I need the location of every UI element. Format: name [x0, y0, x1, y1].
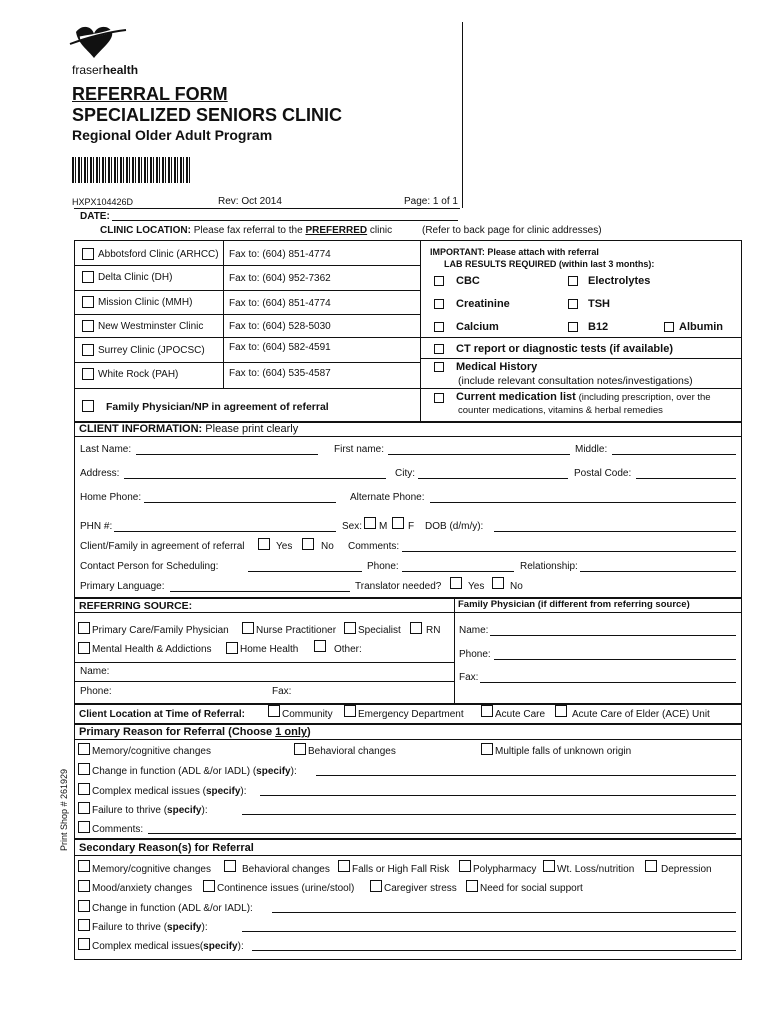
- form-subtitle: SPECIALIZED SENIORS CLINIC: [72, 105, 343, 125]
- medical-history-label: Medical History: [456, 361, 538, 373]
- secondary-thrive-label-c: ):: [201, 922, 208, 933]
- referring-divider: [454, 598, 455, 704]
- primary-reason-heading-c: ): [307, 726, 311, 738]
- secondary-memory-label: Memory/cognitive changes: [92, 864, 211, 875]
- postal-code-field[interactable]: [636, 478, 736, 479]
- translator-no-label: No: [510, 581, 523, 592]
- postal-code-label: Postal Code:: [574, 468, 632, 479]
- clinic-heading-tail: clinic: [369, 225, 393, 236]
- primary-reason-heading-b: 1 only: [275, 726, 308, 738]
- secondary-thrive-label: [92, 922, 208, 934]
- clinic-row-rule: [74, 314, 420, 315]
- referring-rule: [74, 662, 454, 663]
- primary-memory-label: Memory/cognitive changes: [92, 746, 211, 757]
- primary-reason-heading: [79, 726, 311, 738]
- fraser-health-logo: [68, 22, 139, 82]
- primary-function-label-a: Change in function (ADL &/or IADL) (: [92, 766, 257, 777]
- primary-reason-heading-a: Primary Reason for Referral (Choose: [79, 726, 273, 738]
- lab-rule: [420, 388, 742, 389]
- primary-behavioral-label: Behavioral changes: [308, 746, 396, 757]
- medication-list-note-b: counter medications, vitamins & herbal remedies: [458, 405, 663, 416]
- lab-tsh-label: TSH: [588, 298, 610, 310]
- primary-language-label: Primary Language:: [80, 581, 165, 592]
- lab-cbc-label: CBC: [456, 275, 480, 287]
- primary-function-field[interactable]: [316, 775, 736, 776]
- secondary-continence-label: Continence issues (urine/stool): [217, 883, 355, 894]
- home-phone-field[interactable]: [144, 502, 336, 503]
- sex-f-checkbox[interactable]: [392, 517, 404, 529]
- secondary-complex-checkbox[interactable]: [78, 938, 90, 950]
- clinic-fax: Fax to: (604) 535-4587: [229, 368, 331, 379]
- clinic-heading-text: Please fax referral to the: [193, 225, 303, 236]
- clinic-lab-divider: [420, 240, 421, 422]
- primary-complex-label-c: ):: [240, 786, 247, 797]
- secondary-mood-label: Mood/anxiety changes: [92, 883, 193, 894]
- primary-falls-label: Multiple falls of unknown origin: [495, 746, 632, 757]
- logo-text-a: fraser: [72, 63, 103, 77]
- sex-m-label: M: [379, 521, 388, 532]
- secondary-caregiver-checkbox[interactable]: [370, 880, 382, 892]
- phn-label: PHN #:: [80, 521, 113, 532]
- secondary-function-checkbox[interactable]: [78, 900, 90, 912]
- agreement-yes-checkbox[interactable]: [258, 538, 270, 550]
- referrer-fax-label: Fax:: [272, 686, 292, 697]
- alternate-phone-field[interactable]: [430, 502, 736, 503]
- date-label: DATE:: [80, 211, 110, 222]
- primary-behavioral-checkbox[interactable]: [294, 743, 306, 755]
- primary-complex-label: [92, 786, 247, 798]
- lab-rule: [420, 337, 742, 338]
- translator-yes-checkbox[interactable]: [450, 577, 462, 589]
- primary-thrive-checkbox[interactable]: [78, 802, 90, 814]
- clinic-mission-checkbox[interactable]: [82, 296, 94, 308]
- middle-name-field[interactable]: [612, 454, 736, 455]
- last-name-label: Last Name:: [80, 444, 132, 455]
- translator-label: Translator needed?: [355, 581, 442, 592]
- location-community-label: Community: [282, 709, 333, 720]
- secondary-thrive-label-b: specify: [167, 922, 202, 933]
- clinic-fax: Fax to: (604) 582-4591: [229, 342, 331, 353]
- clinic-row-rule: [74, 265, 420, 266]
- location-community-checkbox[interactable]: [268, 705, 280, 717]
- primary-care-label: Primary Care/Family Physician: [92, 625, 229, 636]
- fp-name-field[interactable]: [490, 635, 736, 636]
- fp-fax-field[interactable]: [480, 682, 736, 683]
- secondary-function-label: Change in function (ADL &/or IADL):: [92, 903, 253, 914]
- nurse-practitioner-checkbox[interactable]: [242, 622, 254, 634]
- secondary-depression-checkbox[interactable]: [645, 860, 657, 872]
- location-emergency-checkbox[interactable]: [344, 705, 356, 717]
- ct-report-label: CT report or diagnostic tests (if available): [456, 343, 673, 355]
- medical-history-note: (include relevant consultation notes/investigations): [458, 375, 693, 387]
- secondary-complex-label-a: Complex medical issues(: [92, 941, 204, 952]
- clinic-abbotsford-checkbox[interactable]: [82, 248, 94, 260]
- home-health-label: Home Health: [240, 644, 299, 655]
- client-info-heading-bold: CLIENT INFORMATION:: [79, 423, 203, 435]
- fp-name-label: Name:: [459, 625, 489, 636]
- primary-reason-box: [74, 724, 742, 839]
- rn-label: RN: [426, 625, 441, 636]
- rn-checkbox[interactable]: [410, 622, 422, 634]
- clinic-newwest-checkbox[interactable]: [82, 320, 94, 332]
- secondary-behavioral-label: Behavioral changes: [242, 864, 330, 875]
- medication-list-note-a: (including prescription, over the: [578, 392, 711, 403]
- primary-care-checkbox[interactable]: [78, 622, 90, 634]
- location-ace-label: Acute Care of Elder (ACE) Unit: [572, 709, 710, 720]
- first-name-label: First name:: [334, 444, 385, 455]
- ct-report-checkbox[interactable]: [434, 344, 444, 354]
- primary-function-label: [92, 766, 297, 778]
- primary-complex-label-a: Complex medical issues (: [92, 786, 206, 797]
- primary-function-label-b: specify: [256, 766, 291, 777]
- family-physician-agreement-checkbox[interactable]: [82, 400, 94, 412]
- secondary-weight-checkbox[interactable]: [543, 860, 555, 872]
- clinic-row-rule: [74, 290, 420, 291]
- date-rule: [74, 208, 460, 209]
- primary-function-label-c: ):: [290, 766, 297, 777]
- revision: Rev: Oct 2014: [218, 196, 282, 207]
- primary-thrive-label-a: Failure to thrive (: [92, 805, 168, 816]
- location-acute-label: Acute Care: [495, 709, 546, 720]
- clinic-row-rule: [74, 337, 420, 338]
- clinic-whiterock-checkbox[interactable]: [82, 368, 94, 380]
- clinic-fax: Fax to: (604) 851-4774: [229, 249, 331, 260]
- contact-person-field[interactable]: [248, 571, 362, 572]
- primary-comments-checkbox[interactable]: [78, 821, 90, 833]
- secondary-reason-heading: Secondary Reason(s) for Referral: [79, 842, 254, 854]
- secondary-social-label: Need for social support: [480, 883, 583, 894]
- clinic-heading-preferred: PREFERRED: [305, 225, 368, 236]
- medication-list: [456, 391, 711, 404]
- secondary-polypharmacy-label: Polypharmacy: [473, 864, 537, 875]
- clinic-heading-bold: CLINIC LOCATION:: [100, 225, 191, 236]
- secondary-thrive-label-a: Failure to thrive (: [92, 922, 168, 933]
- lab-albumin-checkbox[interactable]: [664, 322, 674, 332]
- lab-calcium-label: Calcium: [456, 321, 499, 333]
- client-location-label: Client Location at Time of Referral:: [79, 709, 245, 720]
- referrer-phone-label: Phone:: [80, 686, 112, 697]
- first-name-field[interactable]: [388, 454, 570, 455]
- date-field[interactable]: [112, 220, 458, 221]
- other-source-label: Other:: [334, 644, 362, 655]
- primary-complex-label-b: specify: [205, 786, 241, 797]
- secondary-depression-label: Depression: [661, 864, 712, 875]
- lab-creatinine-label: Creatinine: [456, 298, 510, 310]
- primary-complex-field[interactable]: [260, 795, 736, 796]
- dob-field[interactable]: [494, 531, 736, 532]
- labs-important: IMPORTANT: Please attach with referral: [430, 247, 599, 257]
- referring-rule: [74, 681, 454, 682]
- clinic-row-rule: [74, 388, 420, 389]
- header-divider: [462, 22, 463, 208]
- referring-heading-rule: [74, 612, 454, 613]
- contact-phone-label: Phone:: [367, 561, 399, 572]
- specialist-checkbox[interactable]: [344, 622, 356, 634]
- location-acute-checkbox[interactable]: [481, 705, 493, 717]
- secondary-falls-checkbox[interactable]: [338, 860, 350, 872]
- address-label: Address:: [80, 468, 120, 479]
- agreement-no-label: No: [321, 541, 334, 552]
- primary-memory-checkbox[interactable]: [78, 743, 90, 755]
- clinic-name: New Westminster Clinic: [98, 321, 204, 332]
- secondary-function-field[interactable]: [272, 912, 736, 913]
- lab-b12-label: B12: [588, 321, 609, 333]
- client-heading-rule: [74, 436, 742, 437]
- referring-source-heading: REFERRING SOURCE:: [79, 600, 193, 612]
- medication-list-checkbox[interactable]: [434, 393, 444, 403]
- clinic-name: Mission Clinic (MMH): [98, 297, 193, 308]
- secondary-polypharmacy-checkbox[interactable]: [459, 860, 471, 872]
- primary-comments-field[interactable]: [148, 833, 736, 834]
- relationship-label: Relationship:: [520, 561, 578, 572]
- labs-required: LAB RESULTS REQUIRED (within last 3 months):: [444, 259, 655, 269]
- middle-name-label: Middle:: [575, 444, 608, 455]
- phn-field[interactable]: [114, 531, 336, 532]
- clinic-name: Delta Clinic (DH): [98, 272, 173, 283]
- primary-language-field[interactable]: [170, 591, 350, 592]
- lab-tsh-checkbox[interactable]: [568, 299, 578, 309]
- program-name: Regional Older Adult Program: [72, 127, 273, 143]
- family-physician-agreement-label: Family Physician/NP in agreement of referral: [106, 401, 329, 413]
- page-number: Page: 1 of 1: [404, 196, 458, 207]
- secondary-weight-label: Wt. Loss/nutrition: [557, 864, 635, 875]
- clinic-fax: Fax to: (604) 528-5030: [229, 321, 331, 332]
- medication-list-label: Current medication list: [456, 391, 576, 403]
- contact-person-label: Contact Person for Scheduling:: [80, 561, 219, 572]
- fp-fax-label: Fax:: [459, 672, 479, 683]
- home-health-checkbox[interactable]: [226, 642, 238, 654]
- print-shop-number: Print Shop # 261929: [59, 768, 69, 851]
- sex-label: Sex:: [342, 521, 363, 532]
- fp-heading-rule: [454, 612, 742, 613]
- contact-phone-field[interactable]: [402, 571, 514, 572]
- clinic-delta-checkbox[interactable]: [82, 271, 94, 283]
- city-field[interactable]: [418, 478, 568, 479]
- primary-thrive-label: [92, 805, 208, 817]
- medical-history-checkbox[interactable]: [434, 362, 444, 372]
- relationship-field[interactable]: [580, 571, 736, 572]
- agreement-no-checkbox[interactable]: [302, 538, 314, 550]
- home-phone-label: Home Phone:: [80, 492, 142, 503]
- clinic-fax: Fax to: (604) 952-7362: [229, 273, 331, 284]
- lab-creatinine-checkbox[interactable]: [434, 299, 444, 309]
- lab-calcium-checkbox[interactable]: [434, 322, 444, 332]
- barcode: [72, 157, 192, 183]
- mental-health-checkbox[interactable]: [78, 642, 90, 654]
- fp-phone-label: Phone:: [459, 649, 491, 660]
- nurse-practitioner-label: Nurse Practitioner: [256, 625, 337, 636]
- secondary-memory-checkbox[interactable]: [78, 860, 90, 872]
- client-comments-label: Comments:: [348, 541, 400, 552]
- logo-text: [72, 64, 138, 76]
- fp-phone-field[interactable]: [494, 659, 736, 660]
- referrer-name-label: Name:: [80, 666, 110, 677]
- lab-b12-checkbox[interactable]: [568, 322, 578, 332]
- location-emergency-label: Emergency Department: [358, 709, 464, 720]
- clinic-name: Surrey Clinic (JPOCSC): [98, 345, 205, 356]
- city-label: City:: [395, 468, 415, 479]
- sex-m-checkbox[interactable]: [364, 517, 376, 529]
- clinic-row-rule: [74, 362, 420, 363]
- agreement-yes-label: Yes: [276, 541, 293, 552]
- agreement-label: Client/Family in agreement of referral: [80, 541, 245, 552]
- client-comments-field[interactable]: [402, 551, 736, 552]
- clinic-fax: Fax to: (604) 851-4774: [229, 298, 331, 309]
- sex-f-label: F: [408, 521, 415, 532]
- primary-thrive-label-c: ):: [201, 805, 208, 816]
- secondary-behavioral-checkbox[interactable]: [224, 860, 236, 872]
- primary-comments-label: Comments:: [92, 824, 144, 835]
- clinic-name: Abbotsford Clinic (ARHCC): [98, 249, 219, 260]
- alternate-phone-label: Alternate Phone:: [350, 492, 425, 503]
- logo-text-b: health: [102, 63, 139, 77]
- form-title: REFERRAL FORM: [72, 84, 228, 104]
- secondary-mood-checkbox[interactable]: [78, 880, 90, 892]
- form-id: HXPX104426D: [72, 197, 134, 207]
- secondary-continence-checkbox[interactable]: [203, 880, 215, 892]
- primary-thrive-field[interactable]: [242, 814, 736, 815]
- other-source-checkbox[interactable]: [314, 640, 326, 652]
- last-name-field[interactable]: [136, 454, 318, 455]
- lab-electrolytes-label: Electrolytes: [588, 275, 651, 287]
- clinic-surrey-checkbox[interactable]: [82, 344, 94, 356]
- client-info-heading-text: Please print clearly: [205, 423, 299, 435]
- primary-falls-checkbox[interactable]: [481, 743, 493, 755]
- secondary-thrive-field[interactable]: [242, 931, 736, 932]
- address-field[interactable]: [124, 478, 386, 479]
- lab-albumin-label: Albumin: [679, 321, 723, 333]
- secondary-complex-label: [92, 941, 244, 953]
- mental-health-label: Mental Health & Addictions: [92, 644, 212, 655]
- secondary-complex-label-b: specify: [203, 941, 238, 952]
- lab-cbc-checkbox[interactable]: [434, 276, 444, 286]
- secondary-thrive-checkbox[interactable]: [78, 919, 90, 931]
- secondary-complex-field[interactable]: [252, 950, 736, 951]
- lab-electrolytes-checkbox[interactable]: [568, 276, 578, 286]
- clinic-heading: [100, 225, 392, 237]
- logo-mark-icon: [68, 22, 128, 62]
- secondary-heading-rule: [74, 855, 742, 856]
- secondary-falls-label: Falls or High Fall Risk: [352, 864, 450, 875]
- primary-function-checkbox[interactable]: [78, 763, 90, 775]
- primary-heading-rule: [74, 739, 742, 740]
- secondary-complex-label-c: ):: [237, 941, 244, 952]
- client-info-heading: [79, 423, 298, 435]
- specialist-label: Specialist: [358, 625, 401, 636]
- lab-rule: [420, 358, 742, 359]
- translator-yes-label: Yes: [468, 581, 485, 592]
- back-page-note: (Refer to back page for clinic addresses): [422, 225, 602, 236]
- primary-thrive-label-b: specify: [167, 805, 202, 816]
- translator-no-checkbox[interactable]: [492, 577, 504, 589]
- secondary-social-checkbox[interactable]: [466, 880, 478, 892]
- clinic-name: White Rock (PAH): [98, 369, 179, 380]
- primary-complex-checkbox[interactable]: [78, 783, 90, 795]
- family-physician-heading: Family Physician (if different from referring source): [458, 599, 690, 610]
- secondary-caregiver-label: Caregiver stress: [384, 883, 457, 894]
- location-ace-checkbox[interactable]: [555, 705, 567, 717]
- dob-label: DOB (d/m/y):: [425, 521, 484, 532]
